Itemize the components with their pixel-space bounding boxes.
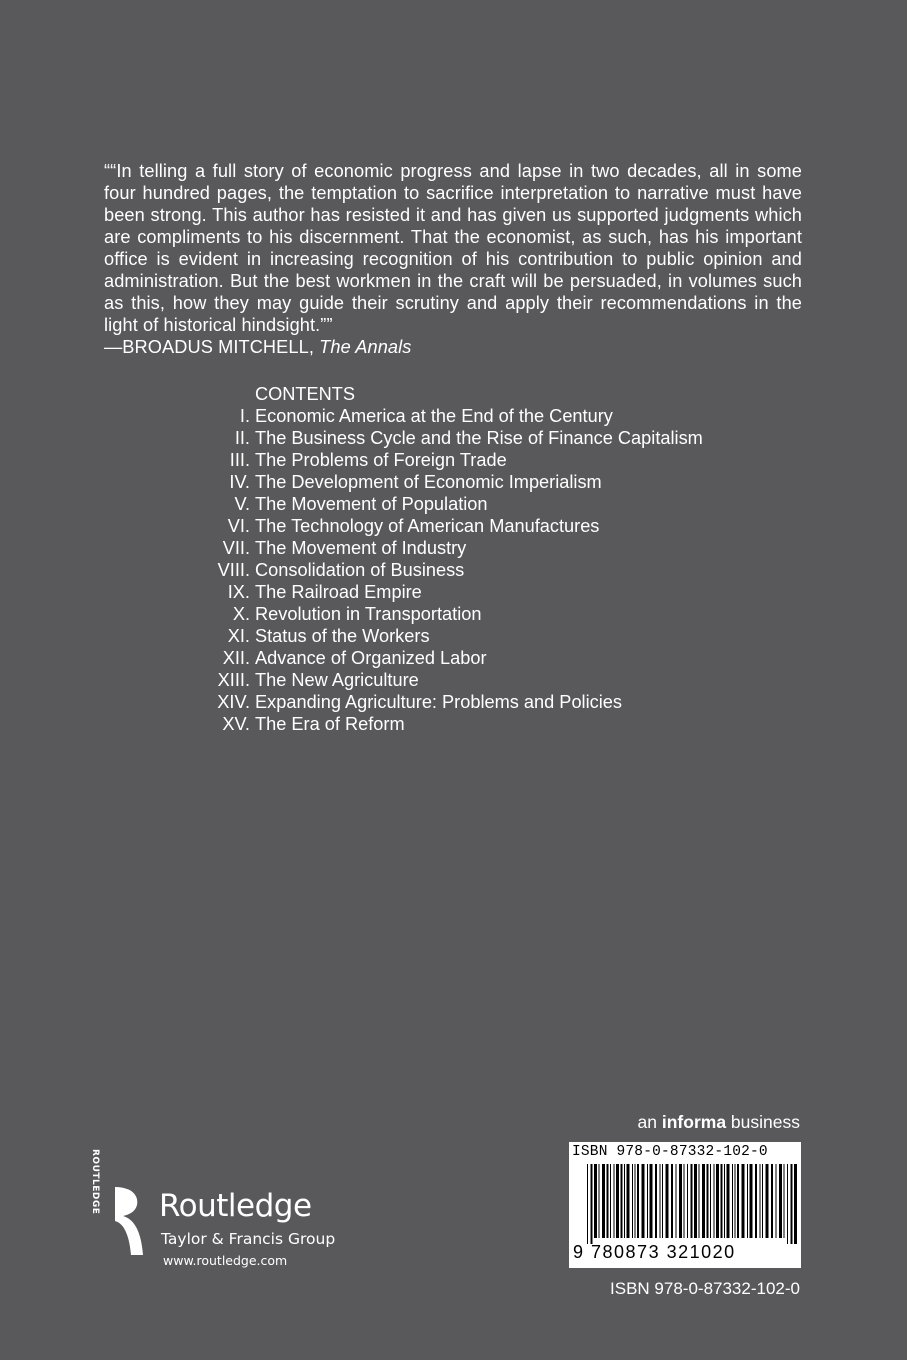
chapter-number: VI. [227,516,250,536]
barcode-bar [687,1164,688,1238]
chapter-title: Advance of Organized Labor [255,648,487,668]
chapter-number: X. [232,604,250,624]
barcode-bar [627,1164,630,1238]
barcode-bar [737,1164,739,1238]
review-text: ““In telling a full story of economic progress and lapse in two decades, all in some four hundred pages, the temptation to sacrifice interpretation to narrative must have been strong. This author has resisted it and has given us supported judgments which are compliments to his discernment. That the economist, as such, has his important office is evident in increasing recognition of his contribution to public opinion and administration. But the best workmen in the craft will be persuaded, in volumes such as this, how they may guide their scrutiny and apply their recommendations in the light of historical hindsight.”” [104,161,802,335]
publisher-url: www.routledge.com [163,1253,288,1268]
barcode-bar [635,1164,636,1238]
barcode-bar [655,1164,657,1238]
barcode-bar [787,1164,788,1244]
chapter-title: The Movement of Population [255,494,488,514]
barcode-bar [694,1164,697,1238]
toc-row [190,669,703,691]
barcode-bar [666,1164,669,1238]
barcode-bar [699,1164,700,1238]
chapter-title: The Technology of American Manufactures [255,516,600,536]
table-of-contents [190,383,703,735]
toc-row [190,691,703,713]
barcode-isbn-text: ISBN 978-0-87332-102-0 [572,1144,768,1160]
barcode-bar [621,1164,623,1238]
barcode-bar [602,1164,605,1238]
chapter-number: II. [234,428,250,448]
chapter-title: The New Agriculture [255,670,419,690]
barcode-bar [747,1164,748,1238]
publisher-name: Routledge [159,1188,312,1224]
routledge-logo-text: ROUTLEDGE [90,1149,100,1215]
chapter-title: The Movement of Industry [255,538,467,558]
routledge-logo-icon [90,1149,145,1257]
contents-heading: CONTENTS [255,384,356,404]
review-attribution [104,336,802,358]
chapter-number: IV. [229,472,250,492]
barcode-bar [599,1164,600,1238]
toc-row [190,427,703,449]
barcode-bar [624,1164,625,1238]
toc-row [190,405,703,427]
informa-tagline [638,1112,800,1133]
barcode-digits: 9 780873 321020 [573,1242,736,1262]
chapter-number: XII. [222,648,250,668]
chapter-title: The Railroad Empire [255,582,422,602]
chapter-number: XI. [227,626,250,646]
informa-suffix: business [726,1112,800,1132]
toc-row [190,449,703,471]
barcode-bars [569,1162,801,1244]
toc-row [190,537,703,559]
chapter-title: The Era of Reform [255,714,405,734]
barcode-bar [791,1164,793,1244]
chapter-title: Economic America at the End of the Century [255,406,613,426]
chapter-number: VII. [222,538,250,558]
chapter-number: I. [239,406,250,426]
barcode-bar [662,1164,663,1238]
barcode-bar [732,1164,733,1238]
chapter-number: IX. [227,582,250,602]
toc-row [190,515,703,537]
chapter-number: VIII. [217,560,250,580]
barcode-bar [716,1164,719,1238]
chapter-number: XIV. [217,692,250,712]
chapter-title: Status of the Workers [255,626,430,646]
chapter-number: V. [234,494,250,514]
barcode-bar [594,1164,597,1238]
isbn-label: ISBN 978-0-87332-102-0 [610,1279,800,1298]
barcode-bar [702,1164,705,1238]
toc-row [190,493,703,515]
toc-row [190,559,703,581]
barcode-bar [794,1164,797,1244]
barcode-bar [676,1164,677,1238]
toc-row [190,471,703,493]
barcode-bar [760,1164,761,1238]
toc-row [190,581,703,603]
barcode-bar [607,1164,609,1238]
barcode-bar [766,1164,769,1238]
barcode-bar [679,1164,682,1238]
chapter-title: The Development of Economic Imperialism [255,472,602,492]
toc-row [190,713,703,735]
chapter-title: Expanding Agriculture: Problems and Policies [255,692,622,712]
barcode-bar [710,1164,711,1238]
barcode-bar [755,1164,757,1238]
informa-brand: informa [661,1112,727,1132]
barcode-bar [587,1164,588,1244]
review-author: —BROADUS MITCHELL, [104,337,320,357]
toc-row [190,625,703,647]
barcode-bar [684,1164,685,1238]
barcode-bar [647,1164,648,1238]
barcode-bar [735,1164,736,1238]
chapter-title: Revolution in Transportation [255,604,482,624]
chapter-title: The Problems of Foreign Trade [255,450,507,470]
barcode-bar [727,1164,730,1238]
barcode-bar [721,1164,723,1238]
barcode-bar [614,1164,615,1238]
barcode-bar [610,1164,611,1238]
barcode-bar [771,1164,773,1238]
barcode-bar [691,1164,693,1238]
barcode-bar [724,1164,725,1238]
barcode-bar [632,1164,633,1238]
review-quote [104,160,802,358]
barcode-bar [660,1164,661,1238]
barcode-bar [784,1164,785,1238]
toc-row [190,647,703,669]
publisher-group: Taylor & Francis Group [161,1230,336,1248]
chapter-number: III. [229,450,250,470]
barcode-bar [762,1164,763,1238]
barcode-bar [591,1164,593,1244]
barcode-bar [671,1164,673,1238]
barcode-bar [637,1164,639,1238]
chapter-title: Consolidation of Business [255,560,465,580]
toc-row [190,603,703,625]
barcode-bar [779,1164,782,1238]
barcode-bar [650,1164,653,1238]
barcode-bar [714,1164,715,1238]
barcode-bar [707,1164,709,1238]
review-source: The Annals [319,337,412,357]
barcode-bar [616,1164,619,1238]
barcode-bar [642,1164,645,1238]
chapter-number: XV. [222,714,250,734]
chapter-title: The Business Cycle and the Rise of Finance Capitalism [255,428,703,448]
isbn-barcode [569,1142,801,1268]
chapter-number: XIII. [217,670,250,690]
barcode-bar [742,1164,745,1238]
informa-prefix: an [637,1112,662,1132]
barcode-bar [750,1164,753,1238]
barcode-bar [776,1164,777,1238]
